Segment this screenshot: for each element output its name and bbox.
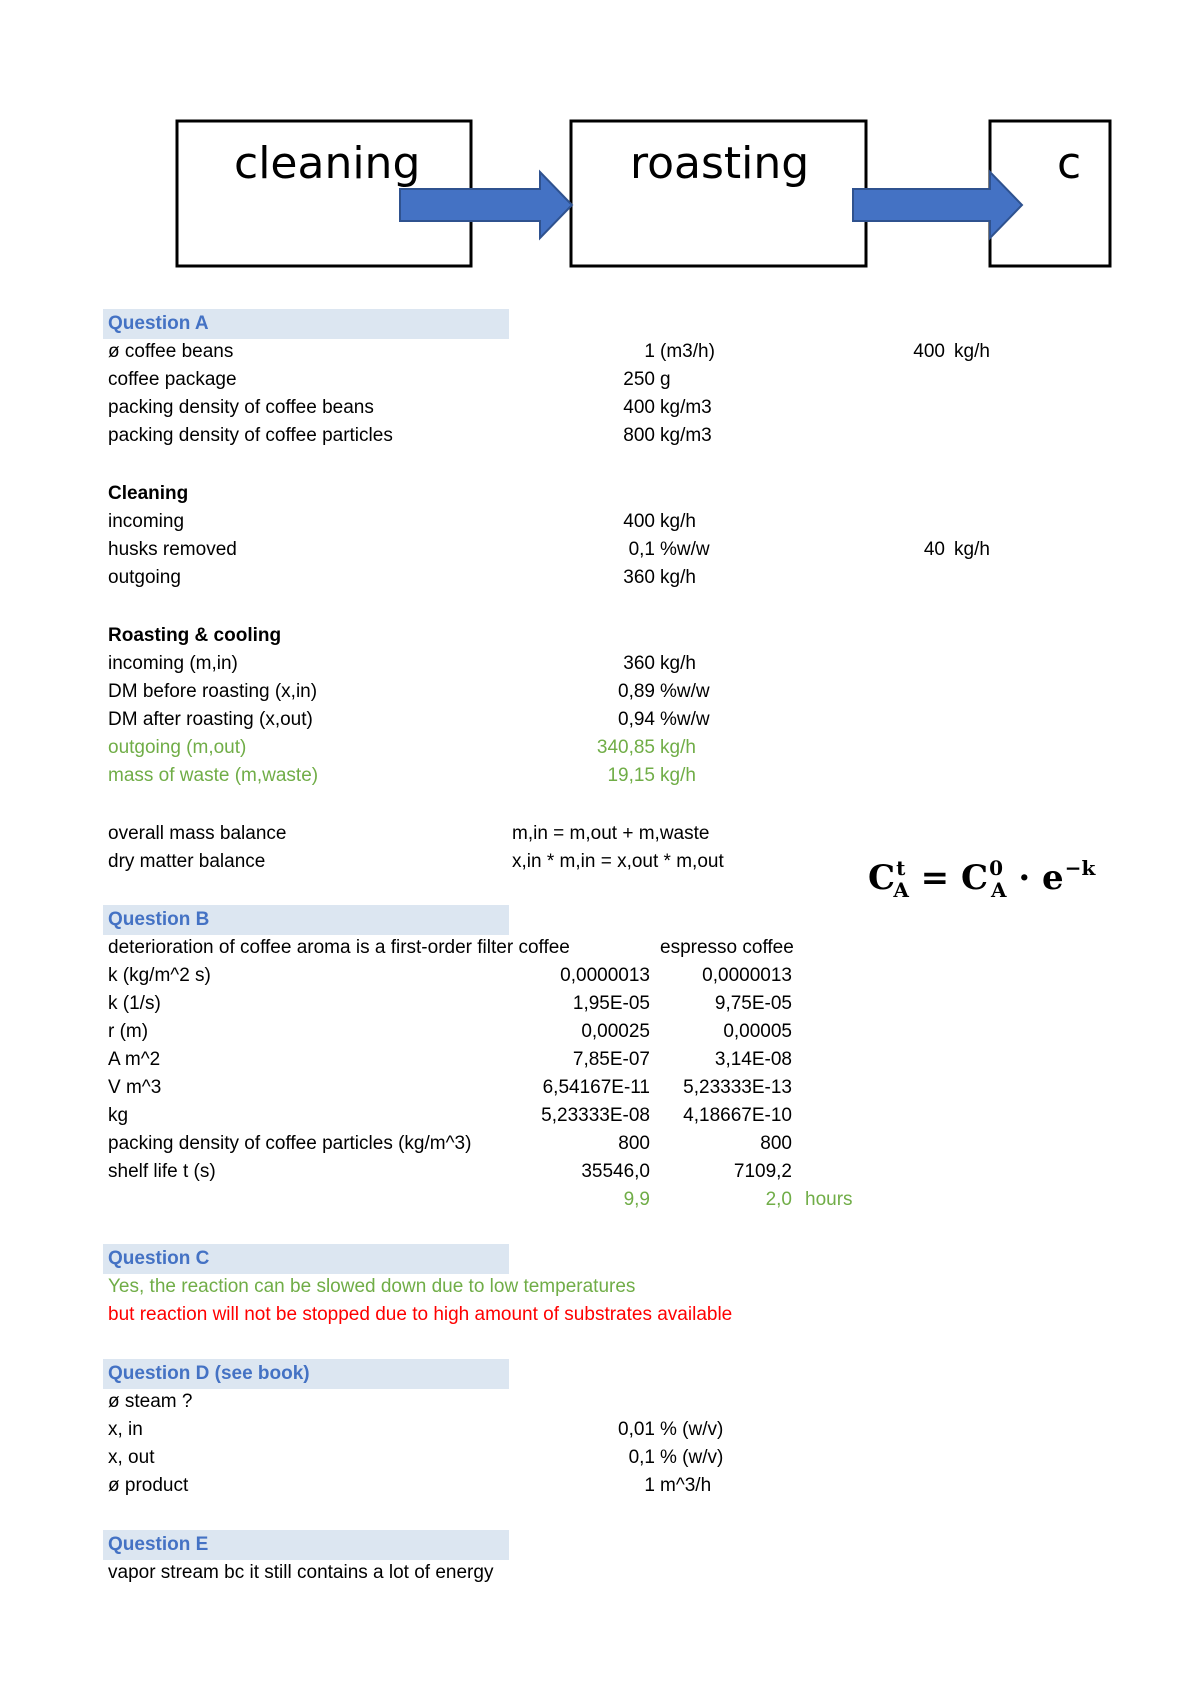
cleaning-unit2: kg/h <box>954 539 990 560</box>
qb-espresso-value: 9,75E-05 <box>714 993 792 1014</box>
roasting-row-result <box>0 734 1200 762</box>
qd-unit: m^3/h <box>660 1475 712 1496</box>
qb-label: r (m) <box>108 1021 149 1042</box>
qc-line2: but reaction will not be stopped due to high amount of substrates available <box>108 1304 733 1325</box>
qa-row <box>0 422 1200 450</box>
roasting-value: 340,85 <box>596 737 655 758</box>
qa-value: 1 <box>644 341 655 362</box>
roasting-label: mass of waste (m,waste) <box>108 765 319 786</box>
roasting-value: 360 <box>623 653 655 674</box>
qb-espresso-value: 4,18667E-10 <box>683 1105 792 1126</box>
cleaning-title-row <box>0 480 1200 508</box>
formula-eq: = C <box>908 858 989 898</box>
qb-espresso-value: 5,23333E-13 <box>683 1077 792 1098</box>
cleaning-value: 400 <box>623 511 655 532</box>
qa-unit: kg/m3 <box>660 397 712 418</box>
qb-espresso-value: 3,14E-08 <box>714 1049 792 1070</box>
next-box-label: c <box>1057 138 1082 189</box>
roasting-unit: kg/h <box>660 765 696 786</box>
cleaning-label: husks removed <box>108 539 237 560</box>
roasting-title: Roasting & cooling <box>108 625 282 646</box>
qd-unit: % (w/v) <box>660 1447 724 1468</box>
roasting-row <box>0 650 1200 678</box>
qb-row <box>0 1046 1200 1074</box>
qd-row <box>0 1388 1200 1416</box>
formula-exp: −k <box>1064 856 1096 880</box>
cleaning-label: incoming <box>108 511 185 532</box>
qc-line1: Yes, the reaction can be slowed down due to low temperatures <box>108 1276 636 1297</box>
question-b-header: Question B <box>103 905 509 935</box>
arrow-roasting-to-next <box>853 172 1022 238</box>
qb-espresso-value: 7109,2 <box>733 1161 792 1182</box>
cleaning-row <box>0 536 1200 564</box>
qb-row <box>0 962 1200 990</box>
qe-line1: vapor stream bc it still contains a lot of energy <box>108 1562 494 1583</box>
qe-line1-row <box>0 1559 1200 1587</box>
cleaning-title: Cleaning <box>108 483 189 504</box>
qb-espresso-value: 0,0000013 <box>702 965 792 986</box>
qa-value2: 400 <box>913 341 945 362</box>
qb-filter-value: 0,00025 <box>581 1021 650 1042</box>
qa-row <box>0 366 1200 394</box>
qb-label: packing density of coffee particles (kg/m^3) <box>108 1133 472 1154</box>
qd-label: x, in <box>108 1419 143 1440</box>
qd-value: 1 <box>644 1475 655 1496</box>
qc-line2-row <box>0 1301 1200 1329</box>
roasting-value: 19,15 <box>607 765 655 786</box>
roasting-unit: kg/h <box>660 653 696 674</box>
question-e-header: Question E <box>103 1530 509 1560</box>
qb-filter-value: 35546,0 <box>581 1161 650 1182</box>
qb-head-row <box>0 934 1200 962</box>
qa-row <box>0 394 1200 422</box>
balance-formula: x,in * m,in = x,out * m,out <box>512 851 724 872</box>
cleaning-value: 0,1 <box>628 539 655 560</box>
qb-espresso-hours: 2,0 <box>765 1189 792 1210</box>
roasting-box-label: roasting <box>630 138 810 189</box>
cleaning-label: outgoing <box>108 567 181 588</box>
flow-shapes <box>0 0 1070 290</box>
roasting-title-row <box>0 622 1200 650</box>
roasting-label: outgoing (m,out) <box>108 737 247 758</box>
balance-formula: m,in = m,out + m,waste <box>512 823 710 844</box>
qa-label: packing density of coffee beans <box>108 397 374 418</box>
qa-unit: kg/m3 <box>660 425 712 446</box>
qb-espresso-value: 0,00005 <box>723 1021 792 1042</box>
qb-head-col2: espresso coffee <box>660 937 794 958</box>
roasting-label: incoming (m,in) <box>108 653 238 674</box>
qb-filter-value: 6,54167E-11 <box>542 1077 650 1098</box>
qb-label: k (1/s) <box>108 993 161 1014</box>
qb-espresso-value: 800 <box>760 1133 792 1154</box>
qa-label: coffee package <box>108 369 237 390</box>
qb-label: V m^3 <box>108 1077 162 1098</box>
qb-row <box>0 1018 1200 1046</box>
qa-label: packing density of coffee particles <box>108 425 393 446</box>
process-flow-diagram <box>0 0 1200 290</box>
qb-label: kg <box>108 1105 129 1126</box>
balance-row <box>0 848 1200 876</box>
qa-value: 400 <box>623 397 655 418</box>
question-a-header: Question A <box>103 309 509 339</box>
qb-filter-value: 5,23333E-08 <box>541 1105 650 1126</box>
balance-label: overall mass balance <box>108 823 287 844</box>
formula-sub-a: A <box>893 878 909 902</box>
roasting-unit: kg/h <box>660 737 696 758</box>
roasting-row-result <box>0 762 1200 790</box>
cleaning-unit: kg/h <box>660 567 696 588</box>
qa-value: 800 <box>623 425 655 446</box>
cleaning-row <box>0 564 1200 592</box>
qa-unit: g <box>660 369 671 390</box>
question-c-header: Question C <box>103 1244 509 1274</box>
qb-label: A m^2 <box>108 1049 161 1070</box>
cleaning-unit: kg/h <box>660 511 696 532</box>
roasting-value: 0,94 <box>618 709 655 730</box>
qd-label: x, out <box>108 1447 155 1468</box>
formula-sup-0: 0 <box>989 856 1003 880</box>
balance-label: dry matter balance <box>108 851 266 872</box>
cleaning-unit: %w/w <box>660 539 710 560</box>
qa-label: ø coffee beans <box>108 341 234 362</box>
qb-filter-hours: 9,9 <box>623 1189 650 1210</box>
formula-c: C <box>868 858 896 898</box>
qb-head-label: deterioration of coffee aroma is a first-order filter coffee <box>108 937 570 958</box>
qb-label: k (kg/m^2 s) <box>108 965 211 986</box>
qb-row <box>0 1102 1200 1130</box>
cleaning-row <box>0 508 1200 536</box>
qa-unit2: kg/h <box>954 341 990 362</box>
qa-row <box>0 338 1200 366</box>
qa-unit: (m3/h) <box>660 341 715 362</box>
qb-row <box>0 1130 1200 1158</box>
qb-label: shelf life t (s) <box>108 1161 216 1182</box>
formula-tail: · e <box>1006 858 1064 898</box>
qb-filter-value: 7,85E-07 <box>572 1049 650 1070</box>
qb-hours-unit: hours <box>805 1189 853 1210</box>
qa-value: 250 <box>623 369 655 390</box>
formula-sup-t: t <box>896 856 906 880</box>
roasting-row <box>0 706 1200 734</box>
qb-row <box>0 1074 1200 1102</box>
roasting-value: 0,89 <box>618 681 655 702</box>
qb-filter-value: 0,0000013 <box>560 965 650 986</box>
qd-label: ø product <box>108 1475 189 1496</box>
roasting-row <box>0 678 1200 706</box>
cleaning-value: 360 <box>623 567 655 588</box>
cleaning-box-label: cleaning <box>234 138 421 189</box>
qb-row <box>0 990 1200 1018</box>
roasting-unit: %w/w <box>660 709 710 730</box>
qb-filter-value: 1,95E-05 <box>572 993 650 1014</box>
qd-value: 0,1 <box>628 1447 655 1468</box>
formula-sub-a2: A <box>991 878 1007 902</box>
qb-hours-row <box>0 1186 1200 1214</box>
qd-unit: % (w/v) <box>660 1419 724 1440</box>
qb-row <box>0 1158 1200 1186</box>
cleaning-value2: 40 <box>923 539 945 560</box>
balance-row <box>0 820 1200 848</box>
roasting-label: DM after roasting (x,out) <box>108 709 313 730</box>
qb-filter-value: 800 <box>618 1133 650 1154</box>
qd-row <box>0 1444 1200 1472</box>
qc-line1-row <box>0 1273 1200 1301</box>
question-d-header: Question D (see book) <box>103 1359 509 1389</box>
roasting-unit: %w/w <box>660 681 710 702</box>
next-box-label-clip <box>1057 138 1082 202</box>
qd-row <box>0 1416 1200 1444</box>
qd-label: ø steam ? <box>108 1391 193 1412</box>
qd-row <box>0 1472 1200 1500</box>
qd-value: 0,01 <box>618 1419 655 1440</box>
roasting-label: DM before roasting (x,in) <box>108 681 318 702</box>
